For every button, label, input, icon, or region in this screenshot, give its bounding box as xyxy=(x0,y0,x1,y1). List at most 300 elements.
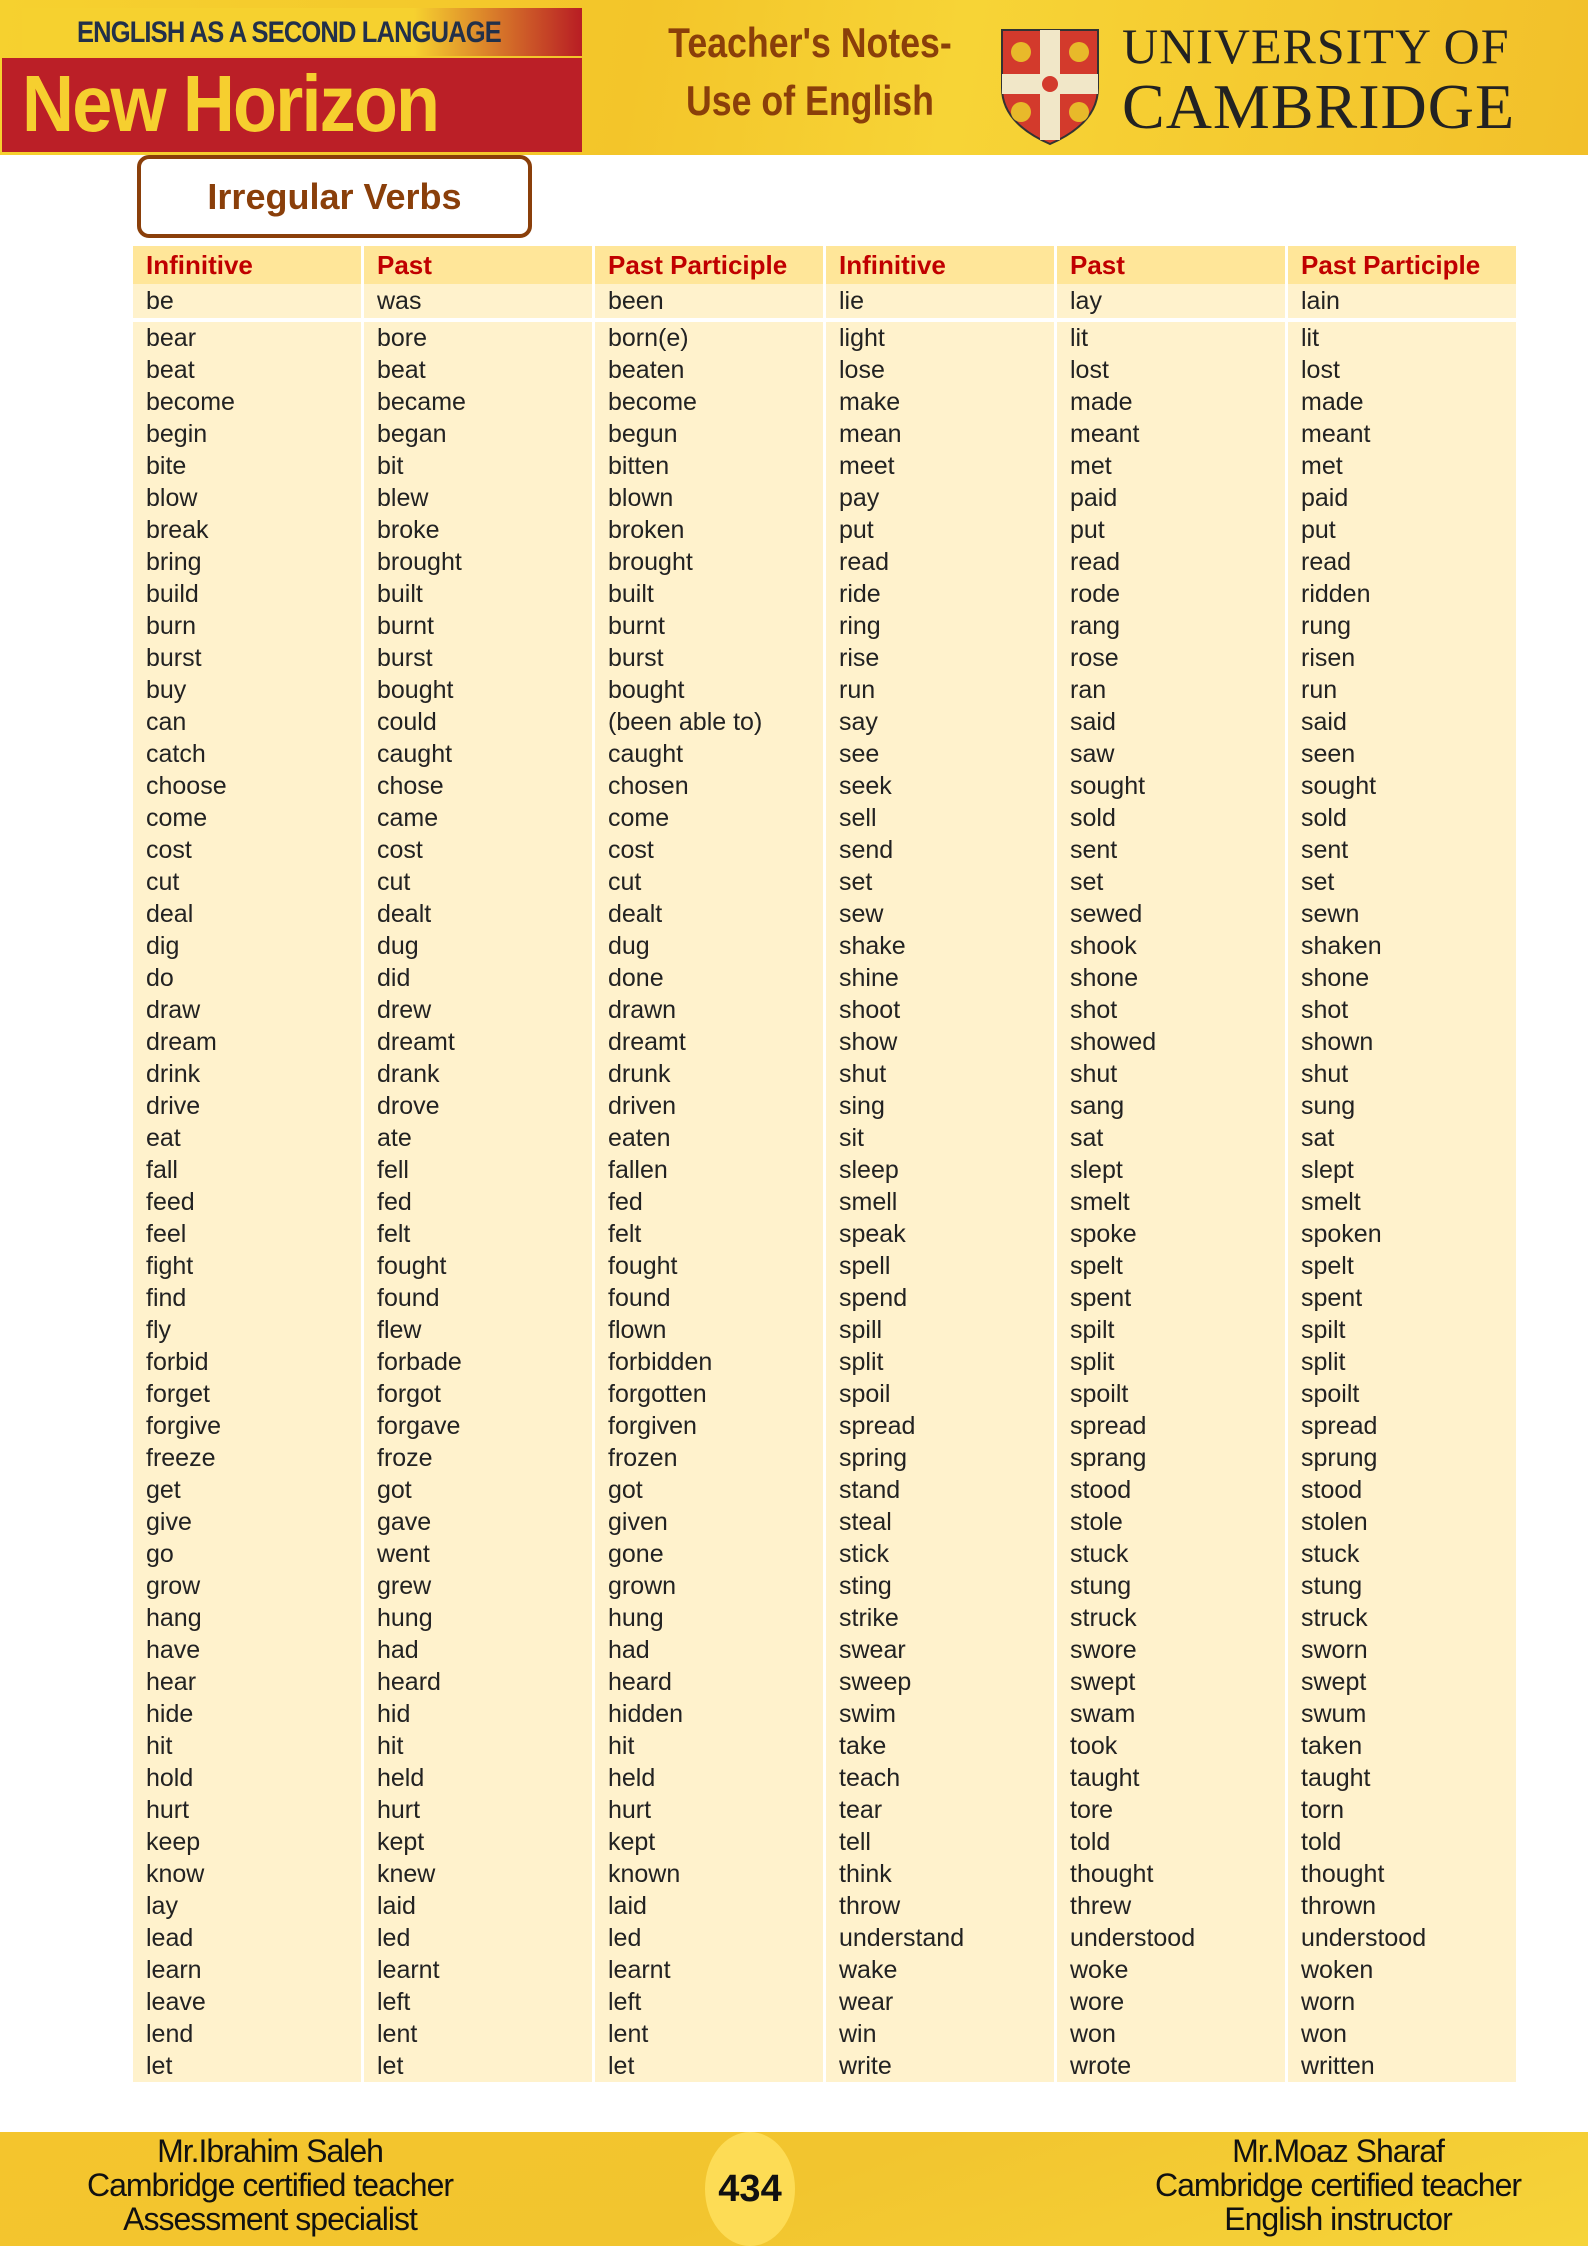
table-row xyxy=(133,866,1520,898)
verb-cell: kept xyxy=(595,1826,826,1858)
verb-cell: bring xyxy=(133,546,364,578)
table-row xyxy=(133,1378,1520,1410)
verb-cell: burst xyxy=(364,642,595,674)
verb-cell: show xyxy=(826,1026,1057,1058)
table-row xyxy=(133,674,1520,706)
verb-cell: can xyxy=(133,706,364,738)
verb-cell: lit xyxy=(1288,322,1519,354)
verb-cell: stung xyxy=(1057,1570,1288,1602)
notes-line-2: Use of English xyxy=(686,77,934,124)
irregular-verbs-table xyxy=(133,246,1520,2082)
verb-cell: froze xyxy=(364,1442,595,1474)
verb-cell: put xyxy=(1288,514,1519,546)
verb-cell: kept xyxy=(364,1826,595,1858)
verb-cell: swear xyxy=(826,1634,1057,1666)
cambridge-shield-icon xyxy=(1000,28,1100,146)
column-header: Past Participle xyxy=(595,246,826,284)
verb-cell: shook xyxy=(1057,930,1288,962)
verb-cell: sing xyxy=(826,1090,1057,1122)
verb-cell: ring xyxy=(826,610,1057,642)
verb-cell: spoilt xyxy=(1057,1378,1288,1410)
verb-cell: rang xyxy=(1057,610,1288,642)
verb-cell: run xyxy=(826,674,1057,706)
verb-cell: showed xyxy=(1057,1026,1288,1058)
verb-cell: shine xyxy=(826,962,1057,994)
verb-cell: hidden xyxy=(595,1698,826,1730)
verb-cell: left xyxy=(595,1986,826,2018)
verb-cell: grown xyxy=(595,1570,826,1602)
verb-cell: seen xyxy=(1288,738,1519,770)
verb-cell: shaken xyxy=(1288,930,1519,962)
verb-cell: drink xyxy=(133,1058,364,1090)
verb-cell: laid xyxy=(595,1890,826,1922)
table-row xyxy=(133,1666,1520,1698)
verb-cell: set xyxy=(1057,866,1288,898)
verb-cell: lain xyxy=(1288,284,1519,318)
verb-cell: read xyxy=(1057,546,1288,578)
verb-cell: came xyxy=(364,802,595,834)
verb-cell: tear xyxy=(826,1794,1057,1826)
verb-cell: steal xyxy=(826,1506,1057,1538)
verb-cell: did xyxy=(364,962,595,994)
verb-cell: go xyxy=(133,1538,364,1570)
verb-cell: bore xyxy=(364,322,595,354)
verb-cell: sat xyxy=(1288,1122,1519,1154)
verb-cell: caught xyxy=(364,738,595,770)
verb-cell: meant xyxy=(1288,418,1519,450)
verb-cell: wrote xyxy=(1057,2050,1288,2082)
verb-cell: won xyxy=(1288,2018,1519,2050)
page-footer xyxy=(0,2132,1588,2246)
verb-cell: burnt xyxy=(595,610,826,642)
table-row xyxy=(133,1058,1520,1090)
author-role: Assessment specialist xyxy=(123,2201,417,2237)
table-row xyxy=(133,1826,1520,1858)
verb-cell: hurt xyxy=(133,1794,364,1826)
verb-cell: meet xyxy=(826,450,1057,482)
verb-cell: slept xyxy=(1057,1154,1288,1186)
verb-cell: said xyxy=(1057,706,1288,738)
verb-cell: lead xyxy=(133,1922,364,1954)
verb-cell: torn xyxy=(1288,1794,1519,1826)
verb-cell: sweep xyxy=(826,1666,1057,1698)
verb-cell: sung xyxy=(1288,1090,1519,1122)
notes-line-1: Teacher's Notes- xyxy=(668,19,952,66)
verb-cell: rode xyxy=(1057,578,1288,610)
verb-cell: spoil xyxy=(826,1378,1057,1410)
verb-cell: dealt xyxy=(364,898,595,930)
verb-cell: left xyxy=(364,1986,595,2018)
table-row xyxy=(133,1346,1520,1378)
verb-cell: forgot xyxy=(364,1378,595,1410)
verb-cell: brought xyxy=(364,546,595,578)
verb-cell: held xyxy=(364,1762,595,1794)
verb-cell: lay xyxy=(133,1890,364,1922)
verb-cell: smelt xyxy=(1288,1186,1519,1218)
verb-cell: bite xyxy=(133,450,364,482)
verb-cell: felt xyxy=(364,1218,595,1250)
verb-cell: bitten xyxy=(595,450,826,482)
verb-cell: lose xyxy=(826,354,1057,386)
verb-cell: spread xyxy=(1288,1410,1519,1442)
verb-cell: write xyxy=(826,2050,1057,2082)
verb-cell: taken xyxy=(1288,1730,1519,1762)
verb-cell: was xyxy=(364,284,595,318)
verb-cell: let xyxy=(364,2050,595,2082)
table-row xyxy=(133,1186,1520,1218)
verb-cell: spent xyxy=(1288,1282,1519,1314)
verb-cell: become xyxy=(595,386,826,418)
verb-cell: teach xyxy=(826,1762,1057,1794)
table-row xyxy=(133,1122,1520,1154)
verb-cell: forget xyxy=(133,1378,364,1410)
verb-cell: got xyxy=(364,1474,595,1506)
verb-cell: ate xyxy=(364,1122,595,1154)
verb-cell: ride xyxy=(826,578,1057,610)
verb-cell: fed xyxy=(595,1186,826,1218)
verb-cell: worn xyxy=(1288,1986,1519,2018)
verb-cell: done xyxy=(595,962,826,994)
verb-cell: speak xyxy=(826,1218,1057,1250)
verb-cell: hid xyxy=(364,1698,595,1730)
verb-cell: sought xyxy=(1288,770,1519,802)
verb-cell: sold xyxy=(1288,802,1519,834)
column-header: Past Participle xyxy=(1288,246,1519,284)
verb-cell: shot xyxy=(1288,994,1519,1026)
verb-cell: took xyxy=(1057,1730,1288,1762)
table-row xyxy=(133,1474,1520,1506)
table-row xyxy=(133,1314,1520,1346)
verb-cell: sprung xyxy=(1288,1442,1519,1474)
verb-cell: shut xyxy=(826,1058,1057,1090)
verb-cell: forgave xyxy=(364,1410,595,1442)
university-line-2: CAMBRIDGE xyxy=(1122,71,1516,142)
table-row xyxy=(133,450,1520,482)
verb-cell: spread xyxy=(1057,1410,1288,1442)
verb-cell: sit xyxy=(826,1122,1057,1154)
verb-cell: blew xyxy=(364,482,595,514)
footer-right-author xyxy=(1078,2134,1588,2236)
verb-cell: stick xyxy=(826,1538,1057,1570)
verb-cell: swept xyxy=(1057,1666,1288,1698)
verb-cell: cut xyxy=(133,866,364,898)
verb-cell: begin xyxy=(133,418,364,450)
verb-cell: hang xyxy=(133,1602,364,1634)
esl-label: ENGLISH AS A SECOND LANGUAGE xyxy=(77,16,501,49)
verb-cell: hung xyxy=(364,1602,595,1634)
verb-cell: stood xyxy=(1288,1474,1519,1506)
verb-cell: shoot xyxy=(826,994,1057,1026)
verb-cell: rose xyxy=(1057,642,1288,674)
table-row xyxy=(133,1218,1520,1250)
verb-cell: hit xyxy=(133,1730,364,1762)
verb-cell: sold xyxy=(1057,802,1288,834)
table-row xyxy=(133,770,1520,802)
verb-cell: won xyxy=(1057,2018,1288,2050)
verb-cell: spend xyxy=(826,1282,1057,1314)
table-row xyxy=(133,354,1520,386)
verb-cell: lost xyxy=(1288,354,1519,386)
verb-cell: fought xyxy=(595,1250,826,1282)
table-row xyxy=(133,1090,1520,1122)
verb-cell: spent xyxy=(1057,1282,1288,1314)
verb-cell: dreamt xyxy=(364,1026,595,1058)
author-role: English instructor xyxy=(1224,2201,1452,2237)
verb-cell: bit xyxy=(364,450,595,482)
table-row xyxy=(133,322,1520,354)
verb-cell: fallen xyxy=(595,1154,826,1186)
verb-cell: read xyxy=(826,546,1057,578)
verb-cell: sting xyxy=(826,1570,1057,1602)
verb-cell: swept xyxy=(1288,1666,1519,1698)
verb-cell: (been able to) xyxy=(595,706,826,738)
verb-cell: understood xyxy=(1057,1922,1288,1954)
verb-cell: shut xyxy=(1057,1058,1288,1090)
verb-cell: woke xyxy=(1057,1954,1288,1986)
table-row xyxy=(133,1442,1520,1474)
verb-cell: hold xyxy=(133,1762,364,1794)
verb-cell: met xyxy=(1057,450,1288,482)
table-row xyxy=(133,1794,1520,1826)
verb-cell: grow xyxy=(133,1570,364,1602)
verb-cell: sang xyxy=(1057,1090,1288,1122)
verb-cell: burn xyxy=(133,610,364,642)
verb-cell: spilt xyxy=(1288,1314,1519,1346)
verb-cell: drawn xyxy=(595,994,826,1026)
table-row xyxy=(133,546,1520,578)
verb-cell: built xyxy=(595,578,826,610)
verb-cell: win xyxy=(826,2018,1057,2050)
verb-cell: drive xyxy=(133,1090,364,1122)
verb-cell: could xyxy=(364,706,595,738)
verb-cell: bought xyxy=(595,674,826,706)
author-name: Mr.Moaz Sharaf xyxy=(1232,2133,1444,2169)
verb-cell: find xyxy=(133,1282,364,1314)
verb-cell: dug xyxy=(364,930,595,962)
verb-cell: sell xyxy=(826,802,1057,834)
verb-cell: shown xyxy=(1288,1026,1519,1058)
verb-cell: shut xyxy=(1288,1058,1519,1090)
verb-cell: shot xyxy=(1057,994,1288,1026)
verb-cell: know xyxy=(133,1858,364,1890)
verb-cell: shake xyxy=(826,930,1057,962)
verb-cell: become xyxy=(133,386,364,418)
verb-cell: mean xyxy=(826,418,1057,450)
verb-cell: beat xyxy=(133,354,364,386)
verb-cell: lent xyxy=(364,2018,595,2050)
verb-cell: given xyxy=(595,1506,826,1538)
verb-cell: set xyxy=(826,866,1057,898)
verb-cell: found xyxy=(595,1282,826,1314)
table-row xyxy=(133,1986,1520,2018)
verb-cell: choose xyxy=(133,770,364,802)
verb-cell: rise xyxy=(826,642,1057,674)
verb-cell: said xyxy=(1288,706,1519,738)
verb-cell: stole xyxy=(1057,1506,1288,1538)
table-row xyxy=(133,1762,1520,1794)
verb-cell: told xyxy=(1288,1826,1519,1858)
verb-cell: woken xyxy=(1288,1954,1519,1986)
verb-cell: spread xyxy=(826,1410,1057,1442)
verb-cell: split xyxy=(1288,1346,1519,1378)
verb-cell: spilt xyxy=(1057,1314,1288,1346)
verb-cell: felt xyxy=(595,1218,826,1250)
column-header: Infinitive xyxy=(133,246,364,284)
verb-cell: eaten xyxy=(595,1122,826,1154)
verb-cell: smell xyxy=(826,1186,1057,1218)
verb-cell: saw xyxy=(1057,738,1288,770)
verb-cell: come xyxy=(133,802,364,834)
verb-cell: sent xyxy=(1288,834,1519,866)
verb-cell: cost xyxy=(133,834,364,866)
verb-cell: made xyxy=(1288,386,1519,418)
verb-cell: send xyxy=(826,834,1057,866)
footer-left-author xyxy=(10,2134,530,2236)
verb-cell: learnt xyxy=(364,1954,595,1986)
verb-cell: heard xyxy=(595,1666,826,1698)
verb-cell: understand xyxy=(826,1922,1057,1954)
verb-cell: get xyxy=(133,1474,364,1506)
verb-cell: chosen xyxy=(595,770,826,802)
verb-cell: burnt xyxy=(364,610,595,642)
verb-cell: stuck xyxy=(1288,1538,1519,1570)
verb-cell: hit xyxy=(595,1730,826,1762)
verb-cell: let xyxy=(133,2050,364,2082)
table-row xyxy=(133,2018,1520,2050)
verb-cell: caught xyxy=(595,738,826,770)
table-row xyxy=(133,738,1520,770)
column-header: Past xyxy=(364,246,595,284)
verb-cell: led xyxy=(595,1922,826,1954)
verb-cell: make xyxy=(826,386,1057,418)
verb-cell: hurt xyxy=(364,1794,595,1826)
verb-cell: lend xyxy=(133,2018,364,2050)
verb-cell: pay xyxy=(826,482,1057,514)
verb-cell: sleep xyxy=(826,1154,1057,1186)
verb-cell: learn xyxy=(133,1954,364,1986)
table-row xyxy=(133,1506,1520,1538)
university-name xyxy=(1122,18,1515,140)
verb-cell: fight xyxy=(133,1250,364,1282)
verb-cell: rung xyxy=(1288,610,1519,642)
verb-cell: dig xyxy=(133,930,364,962)
verb-cell: say xyxy=(826,706,1057,738)
verb-cell: sewed xyxy=(1057,898,1288,930)
verb-cell: wake xyxy=(826,1954,1057,1986)
verb-cell: put xyxy=(826,514,1057,546)
verb-cell: forbidden xyxy=(595,1346,826,1378)
verb-cell: struck xyxy=(1057,1602,1288,1634)
verb-cell: put xyxy=(1057,514,1288,546)
verb-cell: lay xyxy=(1057,284,1288,318)
verb-cell: spill xyxy=(826,1314,1057,1346)
verb-cell: drunk xyxy=(595,1058,826,1090)
page-number: 434 xyxy=(705,2132,795,2246)
verb-cell: broke xyxy=(364,514,595,546)
verb-cell: let xyxy=(595,2050,826,2082)
table-row xyxy=(133,514,1520,546)
verb-cell: spring xyxy=(826,1442,1057,1474)
verb-cell: buy xyxy=(133,674,364,706)
verb-cell: born(e) xyxy=(595,322,826,354)
page-title: Irregular Verbs xyxy=(137,155,532,238)
verb-cell: taught xyxy=(1288,1762,1519,1794)
verb-cell: fed xyxy=(364,1186,595,1218)
verb-cell: sent xyxy=(1057,834,1288,866)
verb-cell: leave xyxy=(133,1986,364,2018)
verb-cell: forbid xyxy=(133,1346,364,1378)
verb-cell: knew xyxy=(364,1858,595,1890)
verb-cell: eat xyxy=(133,1122,364,1154)
verb-cell: shone xyxy=(1288,962,1519,994)
verb-cell: got xyxy=(595,1474,826,1506)
verb-cell: became xyxy=(364,386,595,418)
verb-cell: draw xyxy=(133,994,364,1026)
verb-cell: lent xyxy=(595,2018,826,2050)
verb-cell: swum xyxy=(1288,1698,1519,1730)
verb-cell: stand xyxy=(826,1474,1057,1506)
verb-cell: flown xyxy=(595,1314,826,1346)
verb-cell: paid xyxy=(1288,482,1519,514)
verb-cell: fought xyxy=(364,1250,595,1282)
table-row xyxy=(133,1154,1520,1186)
author-title: Cambridge certified teacher xyxy=(1154,2167,1522,2203)
page-header xyxy=(0,0,1588,155)
verb-cell: begun xyxy=(595,418,826,450)
verb-cell: stuck xyxy=(1057,1538,1288,1570)
verb-cell: split xyxy=(826,1346,1057,1378)
verb-cell: grew xyxy=(364,1570,595,1602)
verb-cell: swam xyxy=(1057,1698,1288,1730)
verb-cell: burst xyxy=(595,642,826,674)
new-horizon-logo xyxy=(2,58,582,152)
verb-cell: forgiven xyxy=(595,1410,826,1442)
verb-cell: had xyxy=(595,1634,826,1666)
verb-cell: stung xyxy=(1288,1570,1519,1602)
verb-cell: do xyxy=(133,962,364,994)
verb-cell: break xyxy=(133,514,364,546)
esl-banner xyxy=(22,8,582,56)
verb-cell: stood xyxy=(1057,1474,1288,1506)
table-row xyxy=(133,930,1520,962)
verb-cell: forgotten xyxy=(595,1378,826,1410)
verb-cell: taught xyxy=(1057,1762,1288,1794)
author-name: Mr.Ibrahim Saleh xyxy=(157,2133,383,2169)
verb-cell: tell xyxy=(826,1826,1057,1858)
table-row xyxy=(133,1922,1520,1954)
verb-cell: split xyxy=(1057,1346,1288,1378)
verb-cell: lost xyxy=(1057,354,1288,386)
verb-cell: led xyxy=(364,1922,595,1954)
verb-cell: struck xyxy=(1288,1602,1519,1634)
verb-cell: run xyxy=(1288,674,1519,706)
verb-cell: be xyxy=(133,284,364,318)
verb-cell: smelt xyxy=(1057,1186,1288,1218)
table-row xyxy=(133,834,1520,866)
verb-cell: blown xyxy=(595,482,826,514)
verb-cell: bear xyxy=(133,322,364,354)
verb-cell: heard xyxy=(364,1666,595,1698)
verb-cell: ridden xyxy=(1288,578,1519,610)
verb-cell: catch xyxy=(133,738,364,770)
verb-cell: have xyxy=(133,1634,364,1666)
verb-cell: began xyxy=(364,418,595,450)
verb-cell: light xyxy=(826,322,1057,354)
verb-cell: paid xyxy=(1057,482,1288,514)
verb-cell: feed xyxy=(133,1186,364,1218)
verb-cell: blow xyxy=(133,482,364,514)
verb-cell: laid xyxy=(364,1890,595,1922)
